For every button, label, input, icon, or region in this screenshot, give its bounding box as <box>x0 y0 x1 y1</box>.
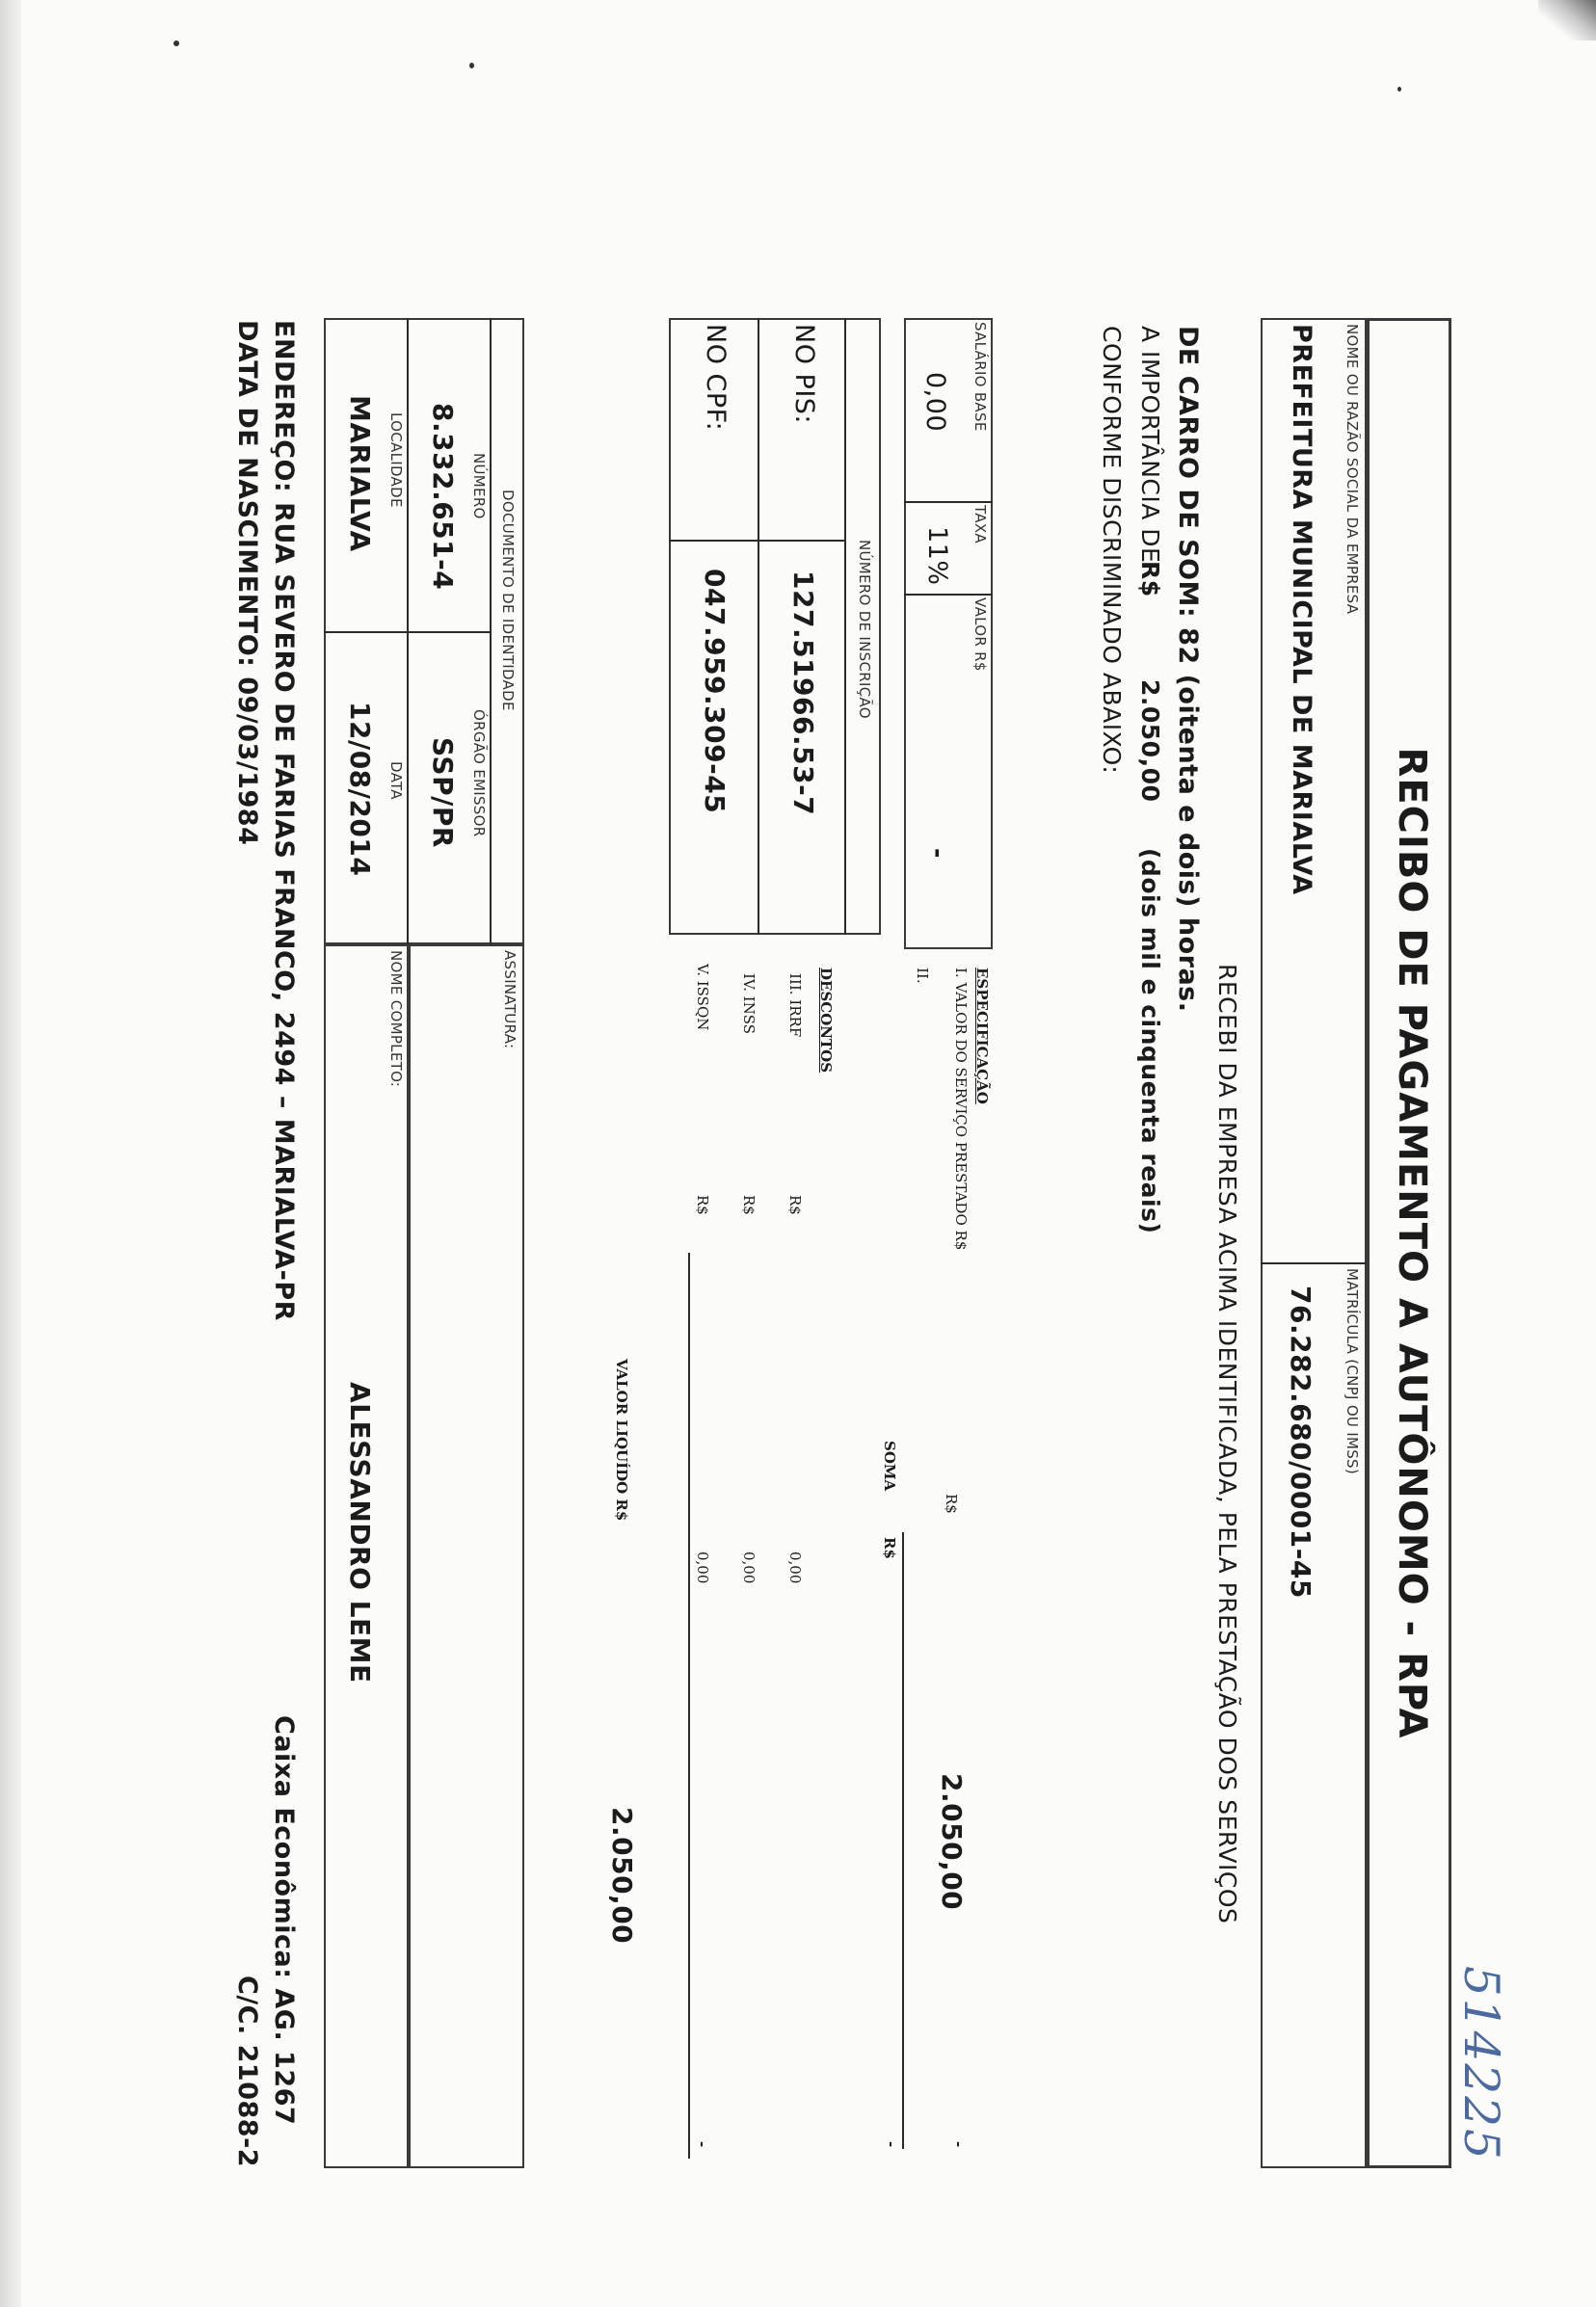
date-label: DATA <box>387 761 405 800</box>
signature-label: ASSINATURA: <box>501 950 519 1049</box>
issuer: SSP/PR <box>427 737 459 848</box>
full-name: ALESSANDRO LEME <box>344 1382 376 1684</box>
issqn-value: 0,00 <box>694 1551 711 1584</box>
soma-currency: R$ <box>881 1537 898 1559</box>
net-value-label: VALOR LIQUÍDO R$ <box>613 1359 630 1522</box>
salario-base-label: SALÁRIO BASE <box>971 322 989 432</box>
soma-dash: - <box>883 2141 900 2148</box>
pis-label: NO PIS: <box>789 324 819 425</box>
divider <box>844 318 846 935</box>
handwritten-number: 514225 <box>1453 1966 1509 2161</box>
valor-label: VALOR R$ <box>971 597 989 672</box>
statement-amount-words: (dois mil e cinquenta reais) <box>1136 848 1164 1234</box>
inss-value: 0,00 <box>740 1551 758 1584</box>
service-value: 2.050,00 <box>936 1773 968 1911</box>
valor-value: - <box>924 848 952 859</box>
identity-heading: DOCUMENTO DE IDENTIDADE <box>499 490 517 711</box>
inss-currency: R$ <box>740 1195 758 1215</box>
page-title: RECIBO DE PAGAMENTO A AUTÔNOMO - RPA <box>1390 747 1434 1739</box>
statement-line1: RECEBI DA EMPRESA ACIMA IDENTIFICADA, PELA PRESTAÇÃO DOS SERVIÇOS <box>1213 964 1241 1924</box>
net-rule <box>688 1253 690 2159</box>
identity-date: 12/08/2014 <box>344 702 376 877</box>
locality: MARIALVA <box>344 395 376 552</box>
signature-box <box>409 944 524 2168</box>
divider <box>904 594 993 596</box>
statement-amount-prefix: A IMPORTÂNCIA DE <box>1136 326 1164 564</box>
service-value-label: I. VALOR DO SERVIÇO PRESTADO R$ <box>952 968 970 1251</box>
company-name: PREFEITURA MUNICIPAL DE MARIALVA <box>1287 324 1317 895</box>
service-dash: - <box>950 2141 968 2148</box>
taxa-label: TAXA <box>971 505 989 544</box>
irrf-value: 0,00 <box>786 1551 804 1584</box>
service-currency: R$ <box>943 1494 960 1514</box>
inss-label: IV. INSS <box>740 973 758 1035</box>
net-value: 2.050,00 <box>606 1807 638 1945</box>
divider <box>758 318 759 935</box>
item2-label: II. <box>914 968 931 984</box>
soma-rule <box>902 1532 904 2149</box>
soma-label: SOMA <box>881 1441 898 1492</box>
full-name-label: NOME COMPLETO: <box>387 950 405 1088</box>
divider <box>324 631 492 633</box>
irrf-currency: R$ <box>786 1195 804 1215</box>
statement-line2: DE CARRO DE SOM: 82 (oitenta e dois) horas. <box>1173 326 1203 1013</box>
identity-number: 8.332.651-4 <box>427 403 459 591</box>
locality-label: LOCALIDADE <box>387 412 405 508</box>
statement-amount: 2.050,00 <box>1136 679 1164 803</box>
pis-number: 127.51966.53-7 <box>787 570 819 816</box>
registration-label: MATRÍCULA (CNPJ OU IMSS) <box>1343 1268 1361 1475</box>
cpf-number: 047.959.309-45 <box>699 569 731 814</box>
cpf-label: NO CPF: <box>701 324 731 432</box>
specification-heading: ESPECIFICAÇÃO <box>973 968 991 1104</box>
statement-currency: R$ <box>1136 561 1164 597</box>
identity-number-label: NÚMERO <box>470 453 488 519</box>
statement-line4: CONFORME DISCRIMINADO ABAIXO: <box>1098 326 1126 775</box>
irrf-label: III. IRRF <box>786 973 804 1038</box>
registration-heading: NÚMERO DE INSCRIÇÃO <box>856 540 873 719</box>
issuer-label: ÓRGÃO EMISSOR <box>470 709 488 837</box>
salario-base-value: 0,00 <box>920 372 950 433</box>
bank-agency: Caixa Econômica: AG. 1267 <box>269 1715 299 2126</box>
discounts-heading: DESCONTOS <box>817 968 835 1074</box>
company-name-label: NOME OU RAZÃO SOCIAL DA EMPRESA <box>1343 324 1361 615</box>
address: ENDEREÇO: RUA SEVERO DE FARIAS FRANCO, 2494 – MARIALVA-PR <box>269 320 299 1321</box>
issqn-currency: R$ <box>694 1195 711 1215</box>
divider <box>904 501 993 503</box>
divider <box>669 540 846 542</box>
company-registration: 76.282.680/0001-45 <box>1285 1286 1317 1599</box>
issqn-label: V. ISSQN <box>694 964 711 1031</box>
taxa-value: 11% <box>922 526 952 586</box>
divider <box>1261 1262 1367 1264</box>
issqn-dash: - <box>694 2141 711 2148</box>
birth-date: DATA DE NASCIMENTO: 09/03/1984 <box>232 320 262 846</box>
bank-account: C/C. 21088-2 <box>232 1976 262 2168</box>
